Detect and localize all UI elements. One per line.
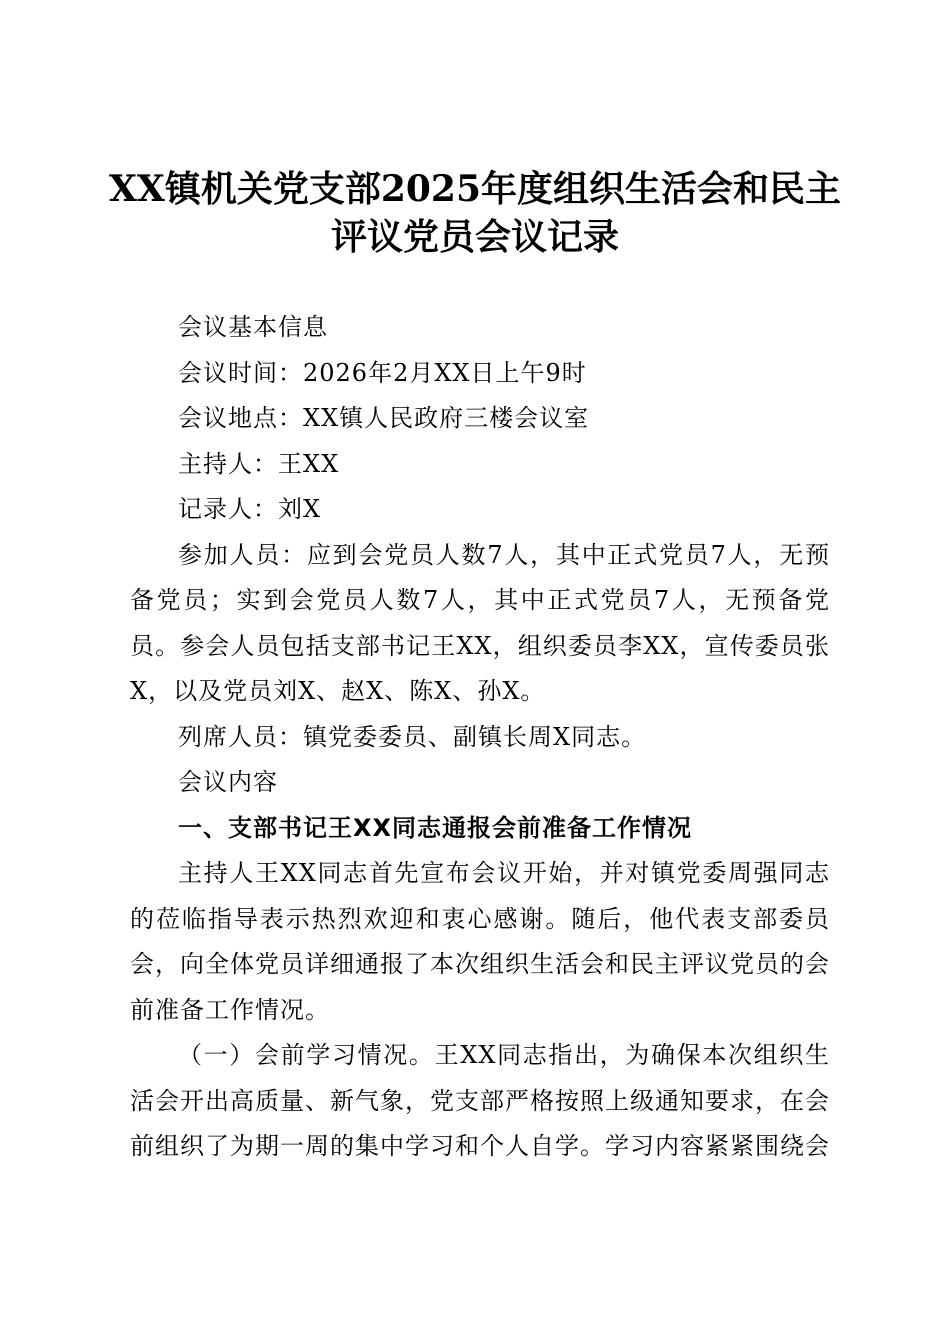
section-heading-1: 一、支部书记王XX同志通报会前准备工作情况	[178, 813, 693, 842]
section-label-meeting-info: 会议基本信息	[178, 313, 328, 341]
body-paragraph: （一）会前学习情况。王XX同志指出，为确保本次组织生活会开出高质量、新气象，党支部严格按照上级通知要求，在会前组织了为期一周的集中学习和个人自学。学习内容紧紧围绕会	[130, 1041, 830, 1160]
body-paragraph: 主持人王XX同志首先宣布会议开始，并对镇党委周强同志的莅临指导表示热烈欢迎和衷心感谢。随后，他代表支部委员会，向全体党员详细通报了本次组织生活会和民主评议党员的会前准备工作情况。	[130, 859, 830, 1024]
document-title-line-2: 评议党员会议记录	[330, 216, 619, 258]
meeting-time: 会议时间：2026年2月XX日上午9时	[178, 358, 587, 387]
meeting-location: 会议地点：XX镇人民政府三楼会议室	[178, 404, 590, 432]
document-title-line-1: XX镇机关党支部2025年度组织生活会和民主	[108, 168, 842, 210]
meeting-recorder: 记录人：刘X	[178, 495, 322, 523]
section-label-meeting-content: 会议内容	[178, 768, 278, 796]
document-body	[130, 305, 830, 1170]
meeting-attendees: 参加人员：应到会党员人数7人，其中正式党员7人，无预备党员；实到会党员人数7人，其中正式党员7人，无预备党员。参会人员包括支部书记王XX，组织委员李XX，宣传委员张X，以及党员刘X、赵X、陈X、孙X。	[130, 540, 830, 705]
meeting-host: 主持人：王XX	[178, 449, 340, 478]
meeting-observers: 列席人员：镇党委委员、副镇长周X同志。	[178, 722, 647, 751]
